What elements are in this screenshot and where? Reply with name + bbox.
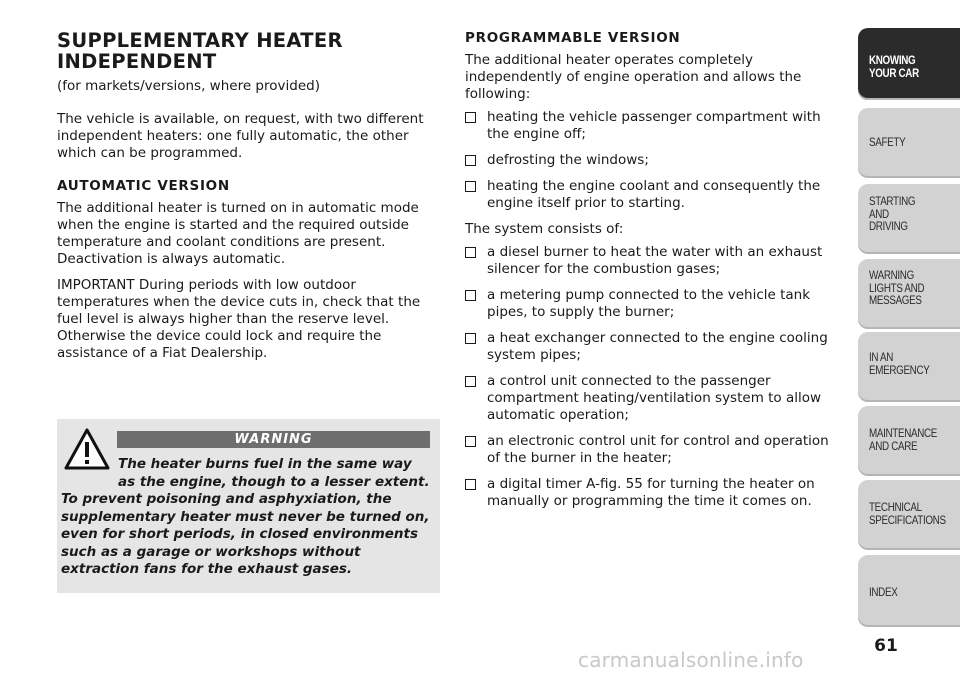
list-item: heating the engine coolant and consequently the engine itself prior to starting. bbox=[465, 178, 845, 212]
checkbox-bullet-icon bbox=[465, 247, 476, 258]
tab-in-an-emergency[interactable] bbox=[858, 332, 960, 402]
automatic-version-heading: AUTOMATIC VERSION bbox=[57, 178, 230, 194]
right-column bbox=[465, 30, 845, 519]
checkbox-bullet-icon bbox=[465, 290, 476, 301]
programmable-version-heading: PROGRAMMABLE VERSION bbox=[465, 30, 681, 46]
checkbox-bullet-icon bbox=[465, 333, 476, 344]
tab-knowing-your-car[interactable] bbox=[858, 28, 960, 100]
warning-line-2: as the engine, though to a lesser extent. bbox=[118, 473, 430, 490]
list-item: an electronic control unit for control and operation of the burner in the heater; bbox=[465, 433, 845, 467]
watermark: carmanualsonline.info bbox=[578, 648, 804, 672]
tab-label: SAFETY bbox=[869, 135, 906, 149]
list-item: heating the vehicle passenger compartment with the engine off; bbox=[465, 109, 845, 143]
checkbox-bullet-icon bbox=[465, 436, 476, 447]
checkbox-bullet-icon bbox=[465, 479, 476, 490]
checkbox-bullet-icon bbox=[465, 181, 476, 192]
list-item: a control unit connected to the passenger compartment heating/ventilation system to allow automatic operation; bbox=[465, 373, 845, 424]
tab-label: IN AN EMERGENCY bbox=[869, 350, 930, 377]
warning-label: WARNING bbox=[234, 432, 313, 447]
tab-label: TECHNICAL SPECIFICATIONS bbox=[869, 500, 946, 527]
system-intro: The system consists of: bbox=[465, 221, 624, 237]
page-number: 61 bbox=[874, 636, 898, 656]
list-item: a diesel burner to heat the water with an exhaust silencer for the combustion gases; bbox=[465, 244, 845, 278]
list-item: a metering pump connected to the vehicle tank pipes, to supply the burner; bbox=[465, 287, 845, 321]
checkbox-bullet-icon bbox=[465, 112, 476, 123]
title-line-1: SUPPLEMENTARY HEATER bbox=[57, 29, 343, 52]
tab-label: STARTING AND DRIVING bbox=[869, 194, 916, 233]
intro-paragraph: The vehicle is available, on request, with two different independent heaters: one fully automatic, the other which can be programmed. bbox=[57, 111, 424, 161]
tab-index[interactable] bbox=[858, 555, 960, 627]
programmable-intro: The additional heater operates completely independently of engine operation and allows the following: bbox=[465, 52, 802, 102]
title-line-2: INDEPENDENT bbox=[57, 50, 217, 73]
tab-starting-and-driving[interactable] bbox=[858, 184, 960, 254]
system-list bbox=[465, 244, 845, 510]
list-item: defrosting the windows; bbox=[465, 152, 845, 169]
warning-line-1: The heater burns fuel in the same way bbox=[118, 456, 412, 472]
tab-maintenance-and-care[interactable] bbox=[858, 406, 960, 476]
tab-label: KNOWING YOUR CAR bbox=[869, 53, 919, 80]
warning-line-rest: To prevent poisoning and asphyxiation, the supplementary heater must never be turned on, even for short periods, in closed environments such as a garage or workshops without extraction fans for the exhaust gases. bbox=[61, 491, 430, 577]
subtitle: (for markets/versions, where provided) bbox=[57, 78, 320, 94]
important-paragraph: IMPORTANT During periods with low outdoor temperatures when the device cuts in, check that the fuel level is always higher than the reserve level. Otherwise the device could lock and require the assistance of a Fiat Dealership. bbox=[57, 277, 421, 361]
tab-warning-lights-and-messages[interactable] bbox=[858, 259, 960, 329]
list-item: a heat exchanger connected to the engine cooling system pipes; bbox=[465, 330, 845, 364]
section-title bbox=[57, 30, 432, 72]
tab-safety[interactable] bbox=[858, 108, 960, 178]
tab-technical-specifications[interactable] bbox=[858, 480, 960, 550]
checkbox-bullet-icon bbox=[465, 155, 476, 166]
tab-label: MAINTENANCE AND CARE bbox=[869, 426, 938, 453]
tab-label: WARNING LIGHTS AND MESSAGES bbox=[869, 268, 925, 307]
list-item: a digital timer A-fig. 55 for turning the heater on manually or programming the time it comes on. bbox=[465, 476, 845, 510]
checkbox-bullet-icon bbox=[465, 376, 476, 387]
warning-text bbox=[61, 456, 433, 579]
left-column bbox=[57, 30, 432, 371]
warning-box bbox=[57, 419, 440, 593]
programmable-list bbox=[465, 109, 845, 212]
automatic-paragraph: The additional heater is turned on in automatic mode when the engine is started and the required outside temperature and coolant conditions are present. Deactivation is always automatic. bbox=[57, 200, 419, 267]
tab-label: INDEX bbox=[869, 585, 898, 599]
